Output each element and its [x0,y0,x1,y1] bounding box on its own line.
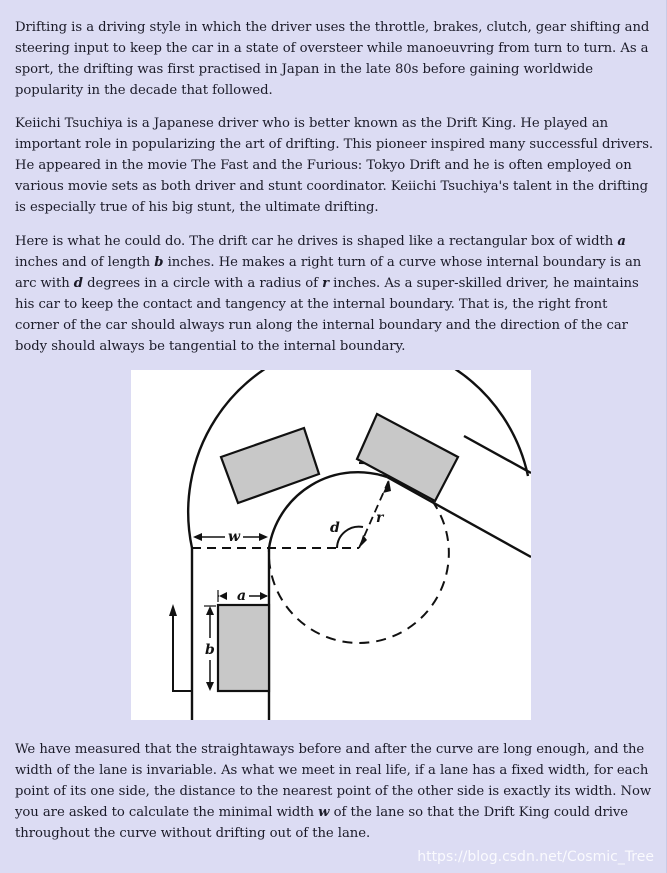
inner-boundary [269,472,387,720]
w-arrowhead-right [259,533,268,541]
label-r: r [376,510,384,526]
paragraph-car-description [15,231,655,357]
car-on-straight [218,605,269,691]
w-arrowhead-left [193,533,202,541]
b-arrowhead-bottom [206,682,214,691]
p3-text-4: degrees in a circle with a radius of [82,276,323,291]
a-arrowhead-left [219,592,227,600]
a-arrowhead-right [260,592,268,600]
label-w: w [228,529,241,545]
p3-text-3: inches. He makes a right turn of a curve whose internal boundary is an arc with [15,255,642,291]
inner-straight-line [387,477,531,557]
label-a: a [237,588,247,604]
paragraph-question [15,739,655,844]
direction-arrowhead [169,604,177,616]
var-a: a [617,234,626,249]
paragraph-drift-king: Keiichi Tsuchiya is a Japanese driver who is better known as the Drift King. He played an important role in popularizing the art of drifting. This pioneer inspired many successful drivers. He appeared in the movie The Fast and the Furious: Tokyo Drift and he is often employed on various movie sets as both driver and stunt coordinator. Keiichi Tsuchiya's talent in the drifting is especially true of his big stunt, the ultimate drifting. [15,116,654,215]
radius-arrowhead-center [359,535,367,548]
diagram-svg [131,370,531,720]
direction-arrow-line [173,610,192,691]
p4-text-2: of the lane so that the Drift King could drive throughout the curve without drifting out of the lane. [15,805,629,841]
paragraph-intro: Drifting is a driving style in which the driver uses the throttle, brakes, clutch, gear shifting and steering input to keep the car in a state of oversteer while manoeuvring from turn to turn. As a sport, the drifting was first practised in Japan in the late 80s before gaining worldwide popularity in the decade that followed. [15,20,650,98]
p4-text-1: We have measured that the straightaways before and after the curve are long enough, and the width of the lane is invariable. As what we meet in real life, if a lane has a fixed width, for each point of its one side, the distance to the nearest point of the other side is exactly its width. Now you are asked to calculate the minimal width [15,742,652,820]
watermark-text: https://blog.csdn.net/Cosmic_Tree [417,849,654,865]
drift-curve-diagram [131,370,531,720]
var-w: w [318,805,330,820]
var-d: d [73,276,83,291]
radius-arrowhead-top [383,480,391,493]
p3-text-5: inches. As a super-skilled driver, he maintains his car to keep the contact and tangency at the internal boundary. That is, the right front corner of the car should always run along the internal boundary and the direction of the car body should always be tangential to the internal boundary. [15,276,639,354]
angle-arc [337,527,363,548]
p3-text-2: inches and of length [15,255,155,270]
label-b: b [205,642,215,658]
car-on-curve [221,428,319,503]
p3-text-1: Here is what he could do. The drift car he drives is shaped like a rectangular box of width [15,234,618,249]
var-b: b [154,255,164,270]
var-r: r [322,276,330,291]
b-arrowhead-top [206,606,214,615]
label-d: d [330,520,340,536]
